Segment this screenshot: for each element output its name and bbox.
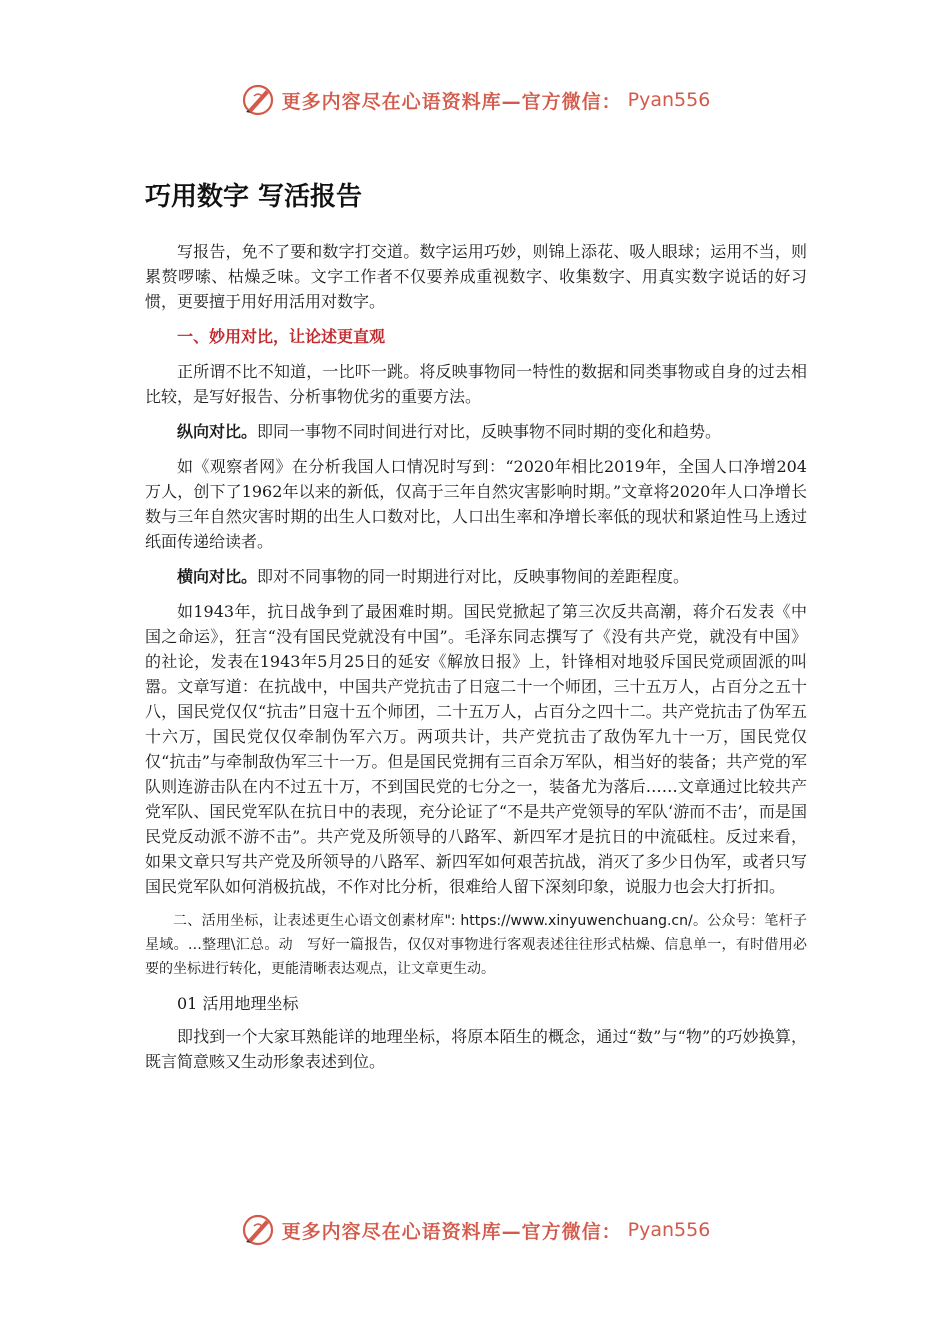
article <box>145 176 807 1084</box>
banner-text: 更多内容尽在心语资料库—官方微信： <box>281 90 622 113</box>
horizontal-comparison-label: 横向对比。 <box>177 567 258 586</box>
footer-banner <box>0 1210 950 1250</box>
vertical-example-paragraph: 如《观察者网》在分析我国人口情况时写到：“2020年相比2019年，全国人口净增204万人，创下了1962年以来的新低，仅高于三年自然灾害影响时期。”文章将2020年人口净增长数与三年自然灾害时期的出生人口数对比，人口出生率和净增长率低的现状和紧迫性马上透过纸面传递给读者。 <box>145 457 807 551</box>
banner-wechat-id: Pyan556 <box>627 89 711 111</box>
article-title: 巧用数字 写活报告 <box>145 182 363 212</box>
section2-subtext: 即找到一个大家耳熟能详的地理坐标，将原本陌生的概念，通过“数”与“物”的巧妙换算，既言简意赅又生动形象表述到位。 <box>145 1027 807 1071</box>
section1-heading: 一、妙用对比，让论述更直观 <box>177 327 386 346</box>
vertical-comparison-text: 即同一事物不同时间进行对比，反映事物不同时期的变化和趋势。 <box>257 422 722 441</box>
vertical-comparison-paragraph <box>145 419 807 444</box>
vertical-comparison-label: 纵向对比。 <box>177 422 258 441</box>
footer-banner-wechat-id: Pyan556 <box>627 1219 711 1241</box>
section1-paragraph: 正所谓不比不知道，一比吓一跳。将反映事物同一特性的数据和同类事物或自身的过去相比较，是写好报告、分析事物优劣的重要方法。 <box>145 362 807 406</box>
section2-subheading: 01 活用地理坐标 <box>177 994 299 1013</box>
intro-paragraph: 写报告，免不了要和数字打交道。数字运用巧妙，则锦上添花、吸人眼球；运用不当，则累赘啰嗦、枯燥乏味。文字工作者不仅要养成重视数字、收集数字、用真实数字说话的好习惯，更要擅于用好用活用对数字。 <box>145 242 807 311</box>
header-banner <box>0 80 950 120</box>
pen-logo-icon <box>240 1212 276 1248</box>
footer-banner-text: 更多内容尽在心语资料库—官方微信： <box>281 1220 622 1243</box>
horizontal-comparison-paragraph <box>145 564 807 589</box>
pen-logo-icon <box>240 82 276 118</box>
horizontal-comparison-text: 即对不同事物的同一时期进行对比，反映事物间的差距程度。 <box>257 567 690 586</box>
horizontal-example-paragraph: 如1943年，抗日战争到了最困难时期。国民党掀起了第三次反共高潮，蒋介石发表《中国之命运》，狂言“没有国民党就没有中国”。毛泽东同志撰写了《没有共产党，就没有中国》的社论，发表在1943年5月25日的延安《解放日报》上，针锋相对地驳斥国民党顽固派的叫嚣。文章写道：在抗战中，中国共产党抗击了日寇二十一个师团，三十五万人，占百分之五十八，国民党仅仅“抗击”日寇十五个师团，二十五万人，占百分之四十二。共产党抗击了伪军五十六万，国民党仅仅牵制伪军六万。两项共计，共产党抗击了敌伪军九十一万，国民党仅仅“抗击”与牵制敌伪军三十一万。但是国民党拥有三百余万军队，相当好的装备；共产党的军队则连游击队在内不过五十万，不到国民党的七分之一，装备尤为落后……文章通过比较共产党军队、国民党军队在抗日中的表现，充分论证了“不是共产党领导的军队‘游而不击’，而是国民党反动派不游不击”。共产党及所领导的八路军、新四军才是抗日的中流砥柱。反过来看，如果文章只写共产党及所领导的八路军、新四军如何艰苦抗战，消灭了多少日伪军，或者只写国民党军队如何消极抗战，不作对比分析，很难给人留下深刻印象，说服力也会大打折扣。 <box>145 602 807 896</box>
section2-intro-paragraph: 二、活用坐标，让表述更生心语文创素材库": https://www.xinyuwenchuang.cn/。公众号：笔杆子星域。…整理\汇总。动 写好一篇报告，仅仅对事物进行客观表述往往形式枯燥、信息单一，有时借用必要的坐标进行转化，更能清晰表达观点，让文章更生动。 <box>145 913 807 977</box>
